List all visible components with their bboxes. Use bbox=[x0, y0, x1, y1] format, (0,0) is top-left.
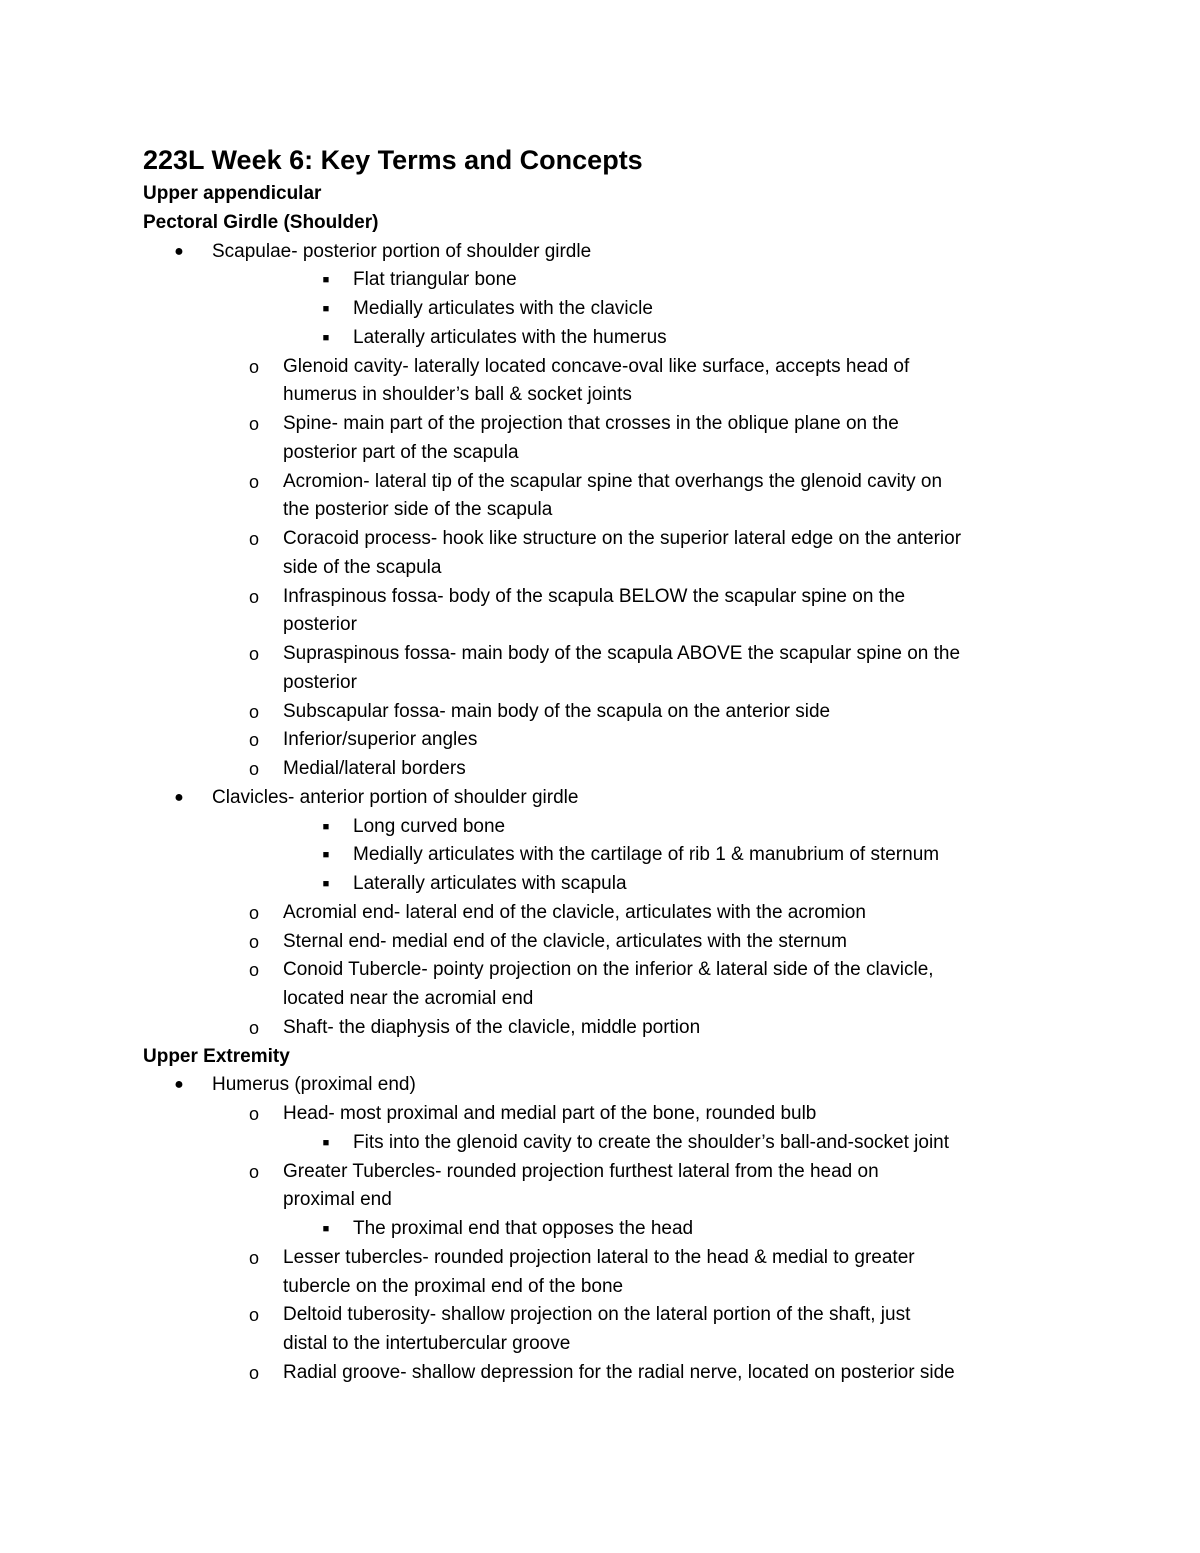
circle-marker-icon: o bbox=[248, 1018, 259, 1038]
circle-marker-icon: o bbox=[248, 1162, 259, 1182]
section-heading: Upper appendicular bbox=[143, 183, 322, 204]
circle-marker-icon: o bbox=[248, 414, 259, 434]
list-item-text: Supraspinous fossa- main body of the scapula ABOVE the scapular spine on the bbox=[283, 643, 961, 664]
square-marker-icon: ■ bbox=[322, 849, 330, 861]
list-item-text: the posterior side of the scapula bbox=[283, 499, 553, 520]
circle-marker-icon: o bbox=[248, 932, 259, 952]
list-item-text: Lesser tubercles- rounded projection lateral to the head & medial to greater bbox=[283, 1247, 915, 1268]
list-item-text: distal to the intertubercular groove bbox=[283, 1333, 571, 1354]
list-item-text: Conoid Tubercle- pointy projection on the inferior & lateral side of the clavicle, bbox=[283, 959, 934, 980]
list-item-text: humerus in shoulder’s ball & socket joints bbox=[283, 384, 632, 405]
list-item-text: Subscapular fossa- main body of the scapula on the anterior side bbox=[283, 701, 831, 722]
list-item-text: Medially articulates with the cartilage of rib 1 & manubrium of sternum bbox=[353, 844, 940, 865]
circle-marker-icon: o bbox=[248, 730, 259, 750]
circle-marker-icon: o bbox=[248, 529, 259, 549]
list-item-text: Fits into the glenoid cavity to create the shoulder’s ball-and-socket joint bbox=[353, 1132, 950, 1153]
list-item-text: located near the acromial end bbox=[283, 988, 534, 1009]
list-item-text: Glenoid cavity- laterally located concave-oval like surface, accepts head of bbox=[283, 356, 910, 377]
list-item-text: The proximal end that opposes the head bbox=[353, 1218, 694, 1239]
square-marker-icon: ■ bbox=[322, 878, 330, 890]
list-item-text: Acromial end- lateral end of the clavicle, articulates with the acromion bbox=[283, 902, 866, 923]
circle-marker-icon: o bbox=[248, 960, 259, 980]
list-item-text: Clavicles- anterior portion of shoulder girdle bbox=[212, 787, 579, 808]
bullet-marker-icon: ● bbox=[174, 1076, 184, 1093]
square-marker-icon: ■ bbox=[322, 303, 330, 315]
list-item-text: posterior part of the scapula bbox=[283, 442, 519, 463]
circle-marker-icon: o bbox=[248, 759, 259, 779]
list-item-text: Humerus (proximal end) bbox=[212, 1074, 416, 1095]
circle-marker-icon: o bbox=[248, 1363, 259, 1383]
circle-marker-icon: o bbox=[248, 903, 259, 923]
list-item-text: Sternal end- medial end of the clavicle, articulates with the sternum bbox=[283, 931, 847, 952]
circle-marker-icon: o bbox=[248, 1305, 259, 1325]
square-marker-icon: ■ bbox=[322, 821, 330, 833]
list-item-text: Infraspinous fossa- body of the scapula BELOW the scapular spine on the bbox=[283, 586, 906, 607]
list-item-text: posterior bbox=[283, 614, 357, 635]
list-item-text: Spine- main part of the projection that crosses in the oblique plane on the bbox=[283, 413, 899, 434]
list-item-text: side of the scapula bbox=[283, 557, 442, 578]
bullet-marker-icon: ● bbox=[174, 243, 184, 260]
list-item-text: Medial/lateral borders bbox=[283, 758, 466, 779]
circle-marker-icon: o bbox=[248, 357, 259, 377]
section-heading: Upper Extremity bbox=[143, 1046, 290, 1067]
list-item-text: Coracoid process- hook like structure on the superior lateral edge on the anterior bbox=[283, 528, 962, 549]
list-item-text: Flat triangular bone bbox=[353, 269, 517, 290]
circle-marker-icon: o bbox=[248, 702, 259, 722]
list-item-text: tubercle on the proximal end of the bone bbox=[283, 1276, 624, 1297]
list-item-text: Acromion- lateral tip of the scapular spine that overhangs the glenoid cavity on bbox=[283, 471, 943, 492]
list-item-text: Greater Tubercles- rounded projection furthest lateral from the head on bbox=[283, 1161, 879, 1182]
list-item-text: Laterally articulates with the humerus bbox=[353, 327, 667, 348]
square-marker-icon: ■ bbox=[322, 1137, 330, 1149]
square-marker-icon: ■ bbox=[322, 332, 330, 344]
list-item-text: posterior bbox=[283, 672, 357, 693]
document-title: 223L Week 6: Key Terms and Concepts bbox=[143, 145, 643, 175]
list-item-text: proximal end bbox=[283, 1189, 392, 1210]
list-item-text: Radial groove- shallow depression for the radial nerve, located on posterior side bbox=[283, 1362, 955, 1383]
list-item-text: Medially articulates with the clavicle bbox=[353, 298, 653, 319]
list-item-text: Shaft- the diaphysis of the clavicle, middle portion bbox=[283, 1017, 701, 1038]
circle-marker-icon: o bbox=[248, 644, 259, 664]
list-item-text: Scapulae- posterior portion of shoulder girdle bbox=[212, 241, 592, 262]
list-item-text: Inferior/superior angles bbox=[283, 729, 478, 750]
circle-marker-icon: o bbox=[248, 1104, 259, 1124]
list-item-text: Head- most proximal and medial part of the bone, rounded bulb bbox=[283, 1103, 817, 1124]
circle-marker-icon: o bbox=[248, 587, 259, 607]
list-item-text: Long curved bone bbox=[353, 816, 506, 837]
list-item-text: Laterally articulates with scapula bbox=[353, 873, 627, 894]
square-marker-icon: ■ bbox=[322, 1223, 330, 1235]
circle-marker-icon: o bbox=[248, 472, 259, 492]
section-heading: Pectoral Girdle (Shoulder) bbox=[143, 212, 379, 233]
bullet-marker-icon: ● bbox=[174, 789, 184, 806]
square-marker-icon: ■ bbox=[322, 274, 330, 286]
circle-marker-icon: o bbox=[248, 1248, 259, 1268]
list-item-text: Deltoid tuberosity- shallow projection on the lateral portion of the shaft, just bbox=[283, 1304, 911, 1325]
